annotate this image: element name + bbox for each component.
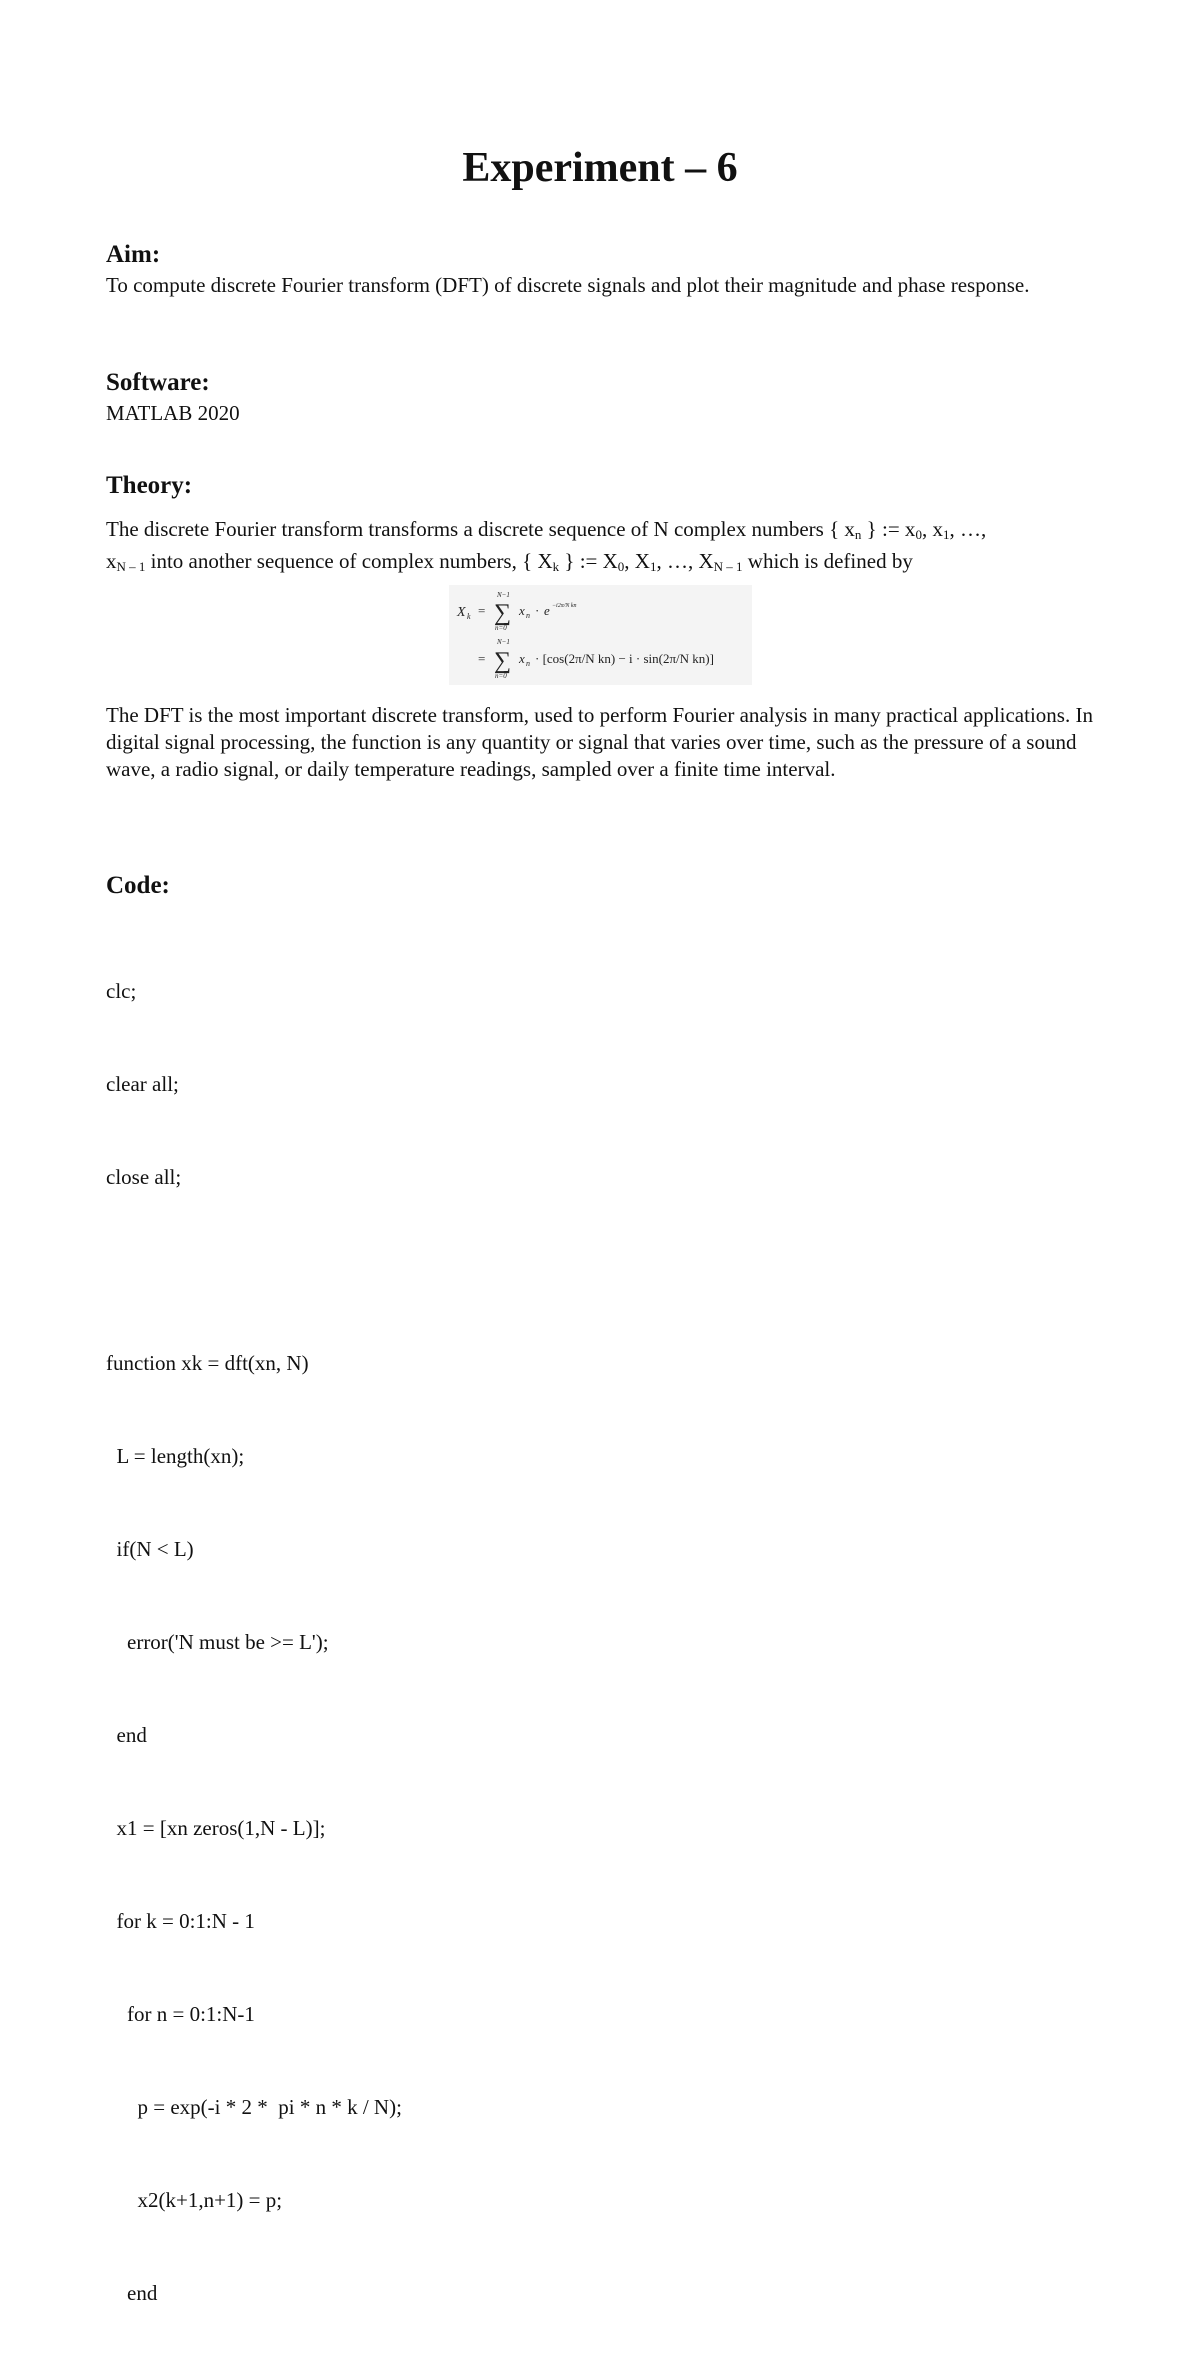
code-line: clc;	[106, 979, 137, 1003]
formula-sum-bottom-2: n=0	[495, 672, 507, 680]
sum-sign-2: ∑	[494, 648, 512, 674]
software-heading: Software:	[106, 369, 210, 396]
sum-sign-1: ∑	[494, 600, 512, 626]
formula-eq2: =	[478, 651, 486, 666]
code-heading: Code:	[106, 872, 170, 899]
theory-body: The DFT is the most important discrete transform, used to perform Fourier analysis in many practical applications. In digital signal processing, the function is any quantity or signal that varies over time, such as the pressure of a sound wave, a radio signal, or daily temperature readings, sampled over a finite time interval.	[106, 703, 1093, 781]
formula-line1-sub: n	[526, 611, 530, 620]
formula-line1-term: x	[519, 603, 525, 618]
code-line: end	[106, 2281, 158, 2305]
code-line: clear all;	[106, 1072, 179, 1096]
formula-line1-dot: ·	[535, 603, 540, 618]
aim-text: To compute discrete Fourier transform (DFT) of discrete signals and plot their magnitude and phase response.	[106, 273, 1030, 297]
formula-lhs: X	[457, 605, 466, 620]
formula-sum-top-2: N−1	[497, 638, 510, 646]
formula-line1-e: e	[544, 603, 550, 618]
code-line	[106, 1255, 1006, 1286]
formula-lhs-sub: k	[467, 612, 471, 621]
formula-sum-top-1: N−1	[497, 591, 510, 599]
code-line: L = length(xn);	[106, 1444, 245, 1468]
theory-intro: The discrete Fourier transform transforms a discrete sequence of N complex numbers { $x_n$ } := $x_0$, $x_1$, …, $x_{N - 1}$ into another sequence of complex numbers, { $X_k$ } := $X_0$, $X_1$, …, $X_{N - 1}$ which is defined by	[106, 517, 987, 574]
page-title: Experiment – 6	[462, 145, 738, 191]
code-line: if(N < L)	[106, 1537, 194, 1561]
dft-formula-image	[449, 585, 752, 685]
code-line: x1 = [xn zeros(1,N - L)];	[106, 1816, 326, 1840]
code-line: for n = 0:1:N-1	[106, 2002, 255, 2026]
formula-line1-exp: −i2π/N kn	[552, 603, 577, 609]
aim-heading: Aim:	[106, 241, 161, 268]
code-line: close all;	[106, 1165, 182, 1189]
code-line: x2(k+1,n+1) = p;	[106, 2188, 283, 2212]
formula-sum-bottom-1: n=0	[495, 624, 507, 632]
formula-eq1: =	[478, 603, 486, 618]
code-block	[106, 914, 1006, 2371]
formula-line2-body: · [cos(2π/N kn) − i · sin(2π/N kn)]	[535, 651, 714, 666]
code-line: for k = 0:1:N - 1	[106, 1909, 255, 1933]
code-line: p = exp(-i * 2 * pi * n * k / N);	[106, 2095, 402, 2119]
formula-line2-sub: n	[526, 659, 530, 668]
software-text: MATLAB 2020	[106, 401, 240, 425]
theory-heading: Theory:	[106, 472, 193, 499]
code-line: function xk = dft(xn, N)	[106, 1351, 309, 1375]
code-line: end	[106, 1723, 147, 1747]
formula-line2-term: x	[519, 651, 525, 666]
code-line: error('N must be >= L');	[106, 1630, 329, 1654]
